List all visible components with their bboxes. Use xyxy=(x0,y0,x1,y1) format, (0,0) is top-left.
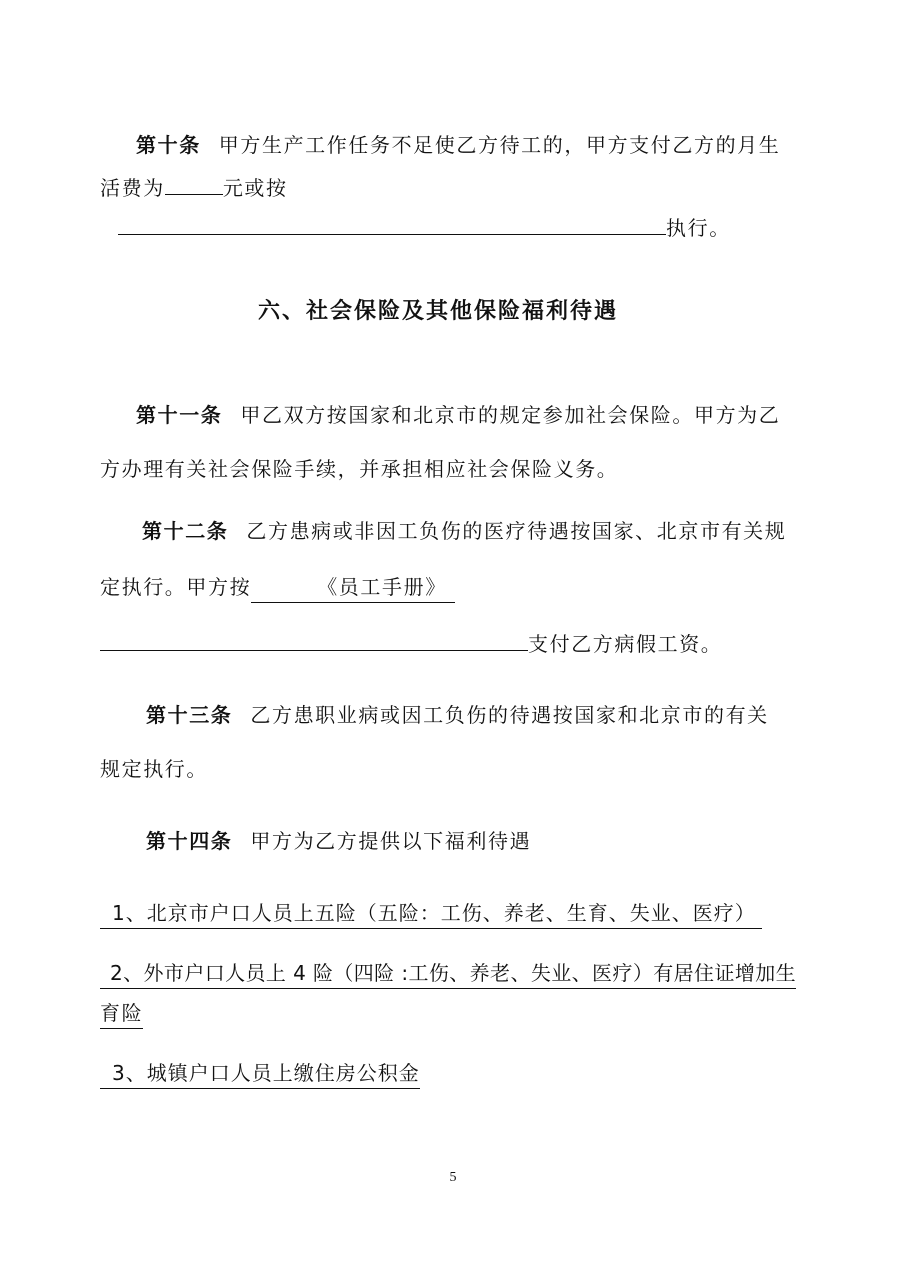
article-12-line-3 xyxy=(100,630,722,657)
benefit-item-3 xyxy=(100,1060,420,1089)
article-10-label: 第十条 xyxy=(136,133,201,157)
article-13-label: 第十三条 xyxy=(146,703,233,727)
article-13-text-2: 规定执行。 xyxy=(100,757,208,781)
benefit-item-3-text: 3、城镇户口人员上缴住房公积金 xyxy=(100,1060,420,1089)
benefit-item-1-text: 1、北京市户口人员上五险（五险：工伤、养老、生育、失业、医疗） xyxy=(100,900,762,929)
benefit-item-2-line-2 xyxy=(100,1000,143,1029)
article-14-label: 第十四条 xyxy=(146,829,233,853)
article-12-text-2a: 定执行。甲方按 xyxy=(100,575,252,599)
article-13-line-1 xyxy=(146,702,769,728)
article-11-text-2: 方办理有关社会保险手续，并承担相应社会保险义务。 xyxy=(100,457,619,481)
blank-monthly-allowance[interactable] xyxy=(165,174,223,195)
article-10-line-2 xyxy=(100,174,288,201)
article-11-line-1 xyxy=(136,402,780,428)
employee-handbook-text: 《员工手册》 xyxy=(317,575,447,599)
article-12-text-3: 支付乙方病假工资。 xyxy=(528,632,723,656)
article-14-text-1: 甲方为乙方提供以下福利待遇 xyxy=(250,829,532,853)
benefit-item-2-line-1 xyxy=(100,960,796,989)
article-10-line-3 xyxy=(118,214,731,241)
employee-handbook-fill xyxy=(251,574,455,603)
article-13-text-1: 乙方患职业病或因工负伤的待遇按国家和北京市的有关 xyxy=(250,703,769,727)
article-11-label: 第十一条 xyxy=(136,403,223,427)
article-12-label: 第十二条 xyxy=(142,519,229,543)
article-14-line-1 xyxy=(146,828,531,854)
benefit-item-1 xyxy=(100,900,762,929)
article-10-text-3: 执行。 xyxy=(666,216,731,240)
article-13-line-2 xyxy=(100,756,208,782)
article-12-line-2 xyxy=(100,574,455,603)
article-10-line-1 xyxy=(136,132,780,158)
article-10-text-1: 甲方生产工作任务不足使乙方待工的，甲方支付乙方的月生 xyxy=(218,133,781,157)
section-6-heading: 六、社会保险及其他保险福利待遇 xyxy=(258,299,619,324)
benefit-item-2-text-a: 2、外市户口人员上 4 险（四险 :工伤、养老、失业、医疗）有居住证增加生 xyxy=(100,960,796,989)
blank-sick-pay-basis[interactable] xyxy=(100,630,528,651)
page-number: 5 xyxy=(449,1170,457,1185)
article-10-text-2b: 元或按 xyxy=(222,176,288,200)
article-12-line-1 xyxy=(142,518,786,544)
article-12-text-1: 乙方患病或非因工负伤的医疗待遇按国家、北京市有关规 xyxy=(246,519,787,543)
benefit-item-2-text-b: 育险 xyxy=(100,1000,143,1029)
article-11-line-2 xyxy=(100,456,618,482)
article-10-text-2a: 活费为 xyxy=(100,176,165,200)
article-11-text-1: 甲乙双方按国家和北京市的规定参加社会保险。甲方为乙 xyxy=(240,403,781,427)
blank-execution-basis[interactable] xyxy=(118,214,666,235)
